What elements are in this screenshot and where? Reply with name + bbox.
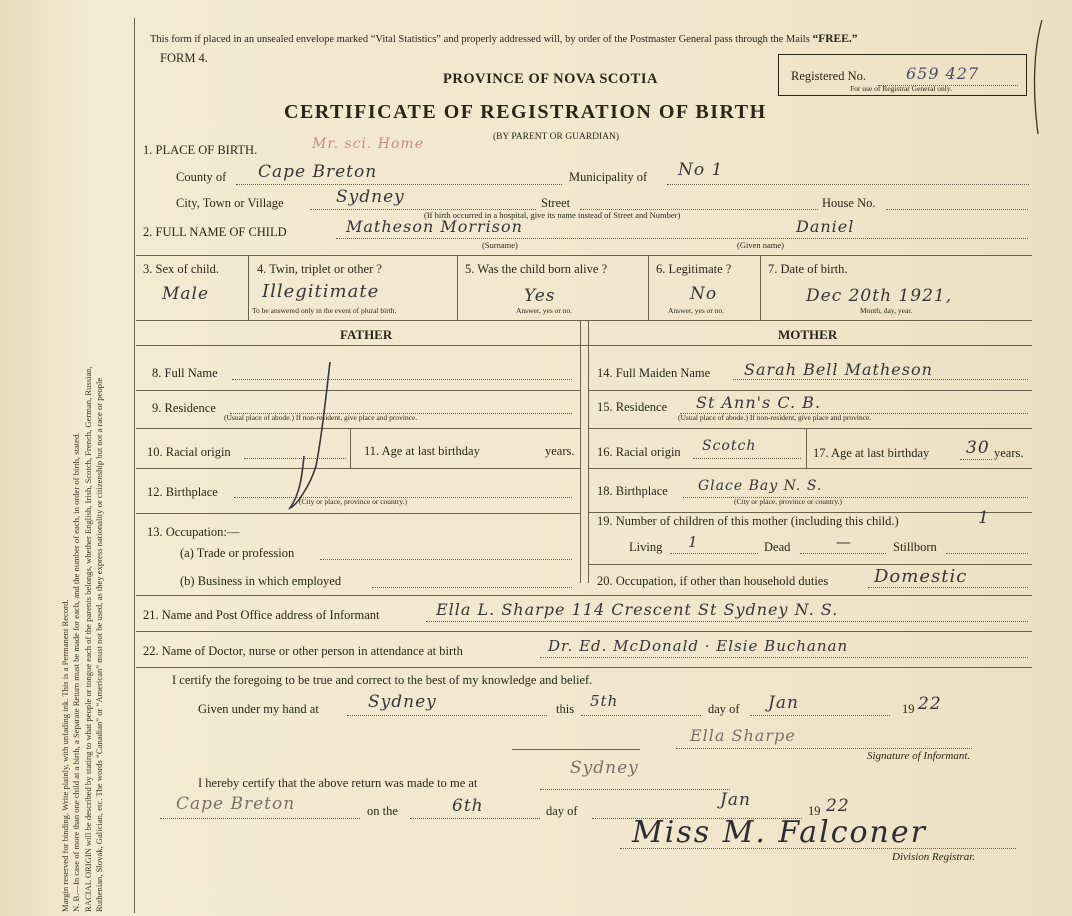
certify-statement: I certify the foregoing to be true and correct to the best of my knowledge and belief. (172, 673, 593, 687)
registrar-on-the-label: on the (367, 804, 398, 818)
registrar-place-value: Sydney (570, 758, 639, 778)
dead-label: Dead (764, 540, 791, 554)
hospital-note: (If birth occurred in a hospital, give its name instead of Street and Number) (424, 210, 681, 220)
mother-residence-value: St Ann's C. B. (696, 393, 822, 412)
street-label: Street (541, 196, 571, 210)
margin-note-line: N. B.—In case of more than one child at a birth, a Separate Return must be made for each, and the number of each, in order of birth, stated. (71, 432, 82, 912)
mother-residence-note: (Usual place of abode.) If non-resident, give place and province. (678, 413, 872, 422)
father-occupation-label: 13. Occupation:— (147, 525, 240, 539)
given-day-of-label: day of (708, 702, 740, 716)
alive-note: Answer, yes or no. (516, 306, 573, 315)
father-birthplace-note: (City or place, province or country.) (299, 497, 408, 506)
mother-birthplace-label: 18. Birthplace (597, 484, 668, 498)
registrar-signature: Miss M. Falconer (632, 815, 927, 850)
birth-date-label: 7. Date of birth. (768, 262, 848, 276)
house-label: House No. (822, 196, 876, 210)
mother-age-label: 17. Age at last birthday (813, 446, 930, 460)
registrar-caption: Division Registrar. (892, 851, 976, 863)
county-value: Cape Breton (258, 162, 378, 182)
envelope-notice: This form if placed in an unsealed envelope marked “Vital Statistics” and properly addressed will, by order of the Postmaster General pass through the Mails “FREE.” (150, 33, 858, 45)
mother-children-value: 1 (978, 508, 990, 528)
page-edge-curl (1024, 18, 1050, 138)
city-value: Sydney (336, 187, 405, 207)
twin-value: Illegitimate (262, 281, 380, 302)
twin-label: 4. Twin, triplet or other ? (257, 262, 382, 276)
sex-value: Male (162, 284, 210, 304)
free-label: “FREE.” (812, 33, 858, 45)
informant-label: 21. Name and Post Office address of Informant (143, 608, 380, 622)
given-day-value: 5th (590, 692, 619, 710)
mother-heading: MOTHER (778, 327, 838, 342)
father-trade-label: (a) Trade or profession (180, 546, 295, 560)
child-surname: Matheson Morrison (346, 217, 523, 236)
municipality-label: Municipality of (569, 170, 648, 184)
birth-date-note: Month, day, year. (860, 306, 913, 315)
registrar-day-value: 6th (452, 796, 484, 816)
mother-age-value: 30 (966, 438, 990, 458)
birth-date-value: Dec 20th 1921, (806, 286, 953, 306)
mother-racial-value: Scotch (702, 438, 757, 454)
registrar-statement: I hereby certify that the above return was made to me at (198, 776, 478, 790)
father-birthplace-label: 12. Birthplace (147, 485, 218, 499)
mother-racial-label: 16. Racial origin (597, 445, 681, 459)
living-label: Living (629, 540, 663, 554)
legitimate-value: No (690, 284, 718, 304)
mother-birthplace-note: (City or place, province or country.) (734, 497, 843, 506)
legitimate-label: 6. Legitimate ? (656, 262, 732, 276)
legitimate-note: Answer, yes or no. (668, 306, 725, 315)
informant-value: Ella L. Sharpe 114 Crescent St Sydney N. S. (436, 600, 839, 619)
given-year-value: 22 (918, 694, 942, 714)
given-under-label: Given under my hand at (198, 702, 319, 716)
place-note: Mr. sci. Home (312, 136, 424, 152)
father-residence-note: (Usual place of abode.) If non-resident, give place and province. (224, 413, 418, 422)
margin-note-line: Ruthenian, Slovak, Galician, etc. The words “Canadian” or “American” must not be used, as they express nationality or citizenship but not a race or people (94, 377, 105, 912)
margin-notes (60, 7, 106, 912)
municipality-value: No 1 (678, 160, 724, 180)
mother-residence-label: 15. Residence (597, 400, 668, 414)
margin-rule (134, 18, 135, 913)
father-strike-mark (282, 356, 338, 516)
registrar-county-value: Cape Breton (176, 794, 296, 814)
page-title: CERTIFICATE OF REGISTRATION OF BIRTH (284, 101, 767, 123)
alive-value: Yes (524, 286, 556, 306)
registrar-day-of-label: day of (546, 804, 578, 818)
registrar-year-prefix: 19 (808, 804, 821, 818)
doctor-value: Dr. Ed. McDonald · Elsie Buchanan (548, 637, 849, 655)
mother-years: years. (994, 446, 1024, 460)
registrar-month-value: Jan (720, 790, 751, 810)
child-given-name: Daniel (796, 217, 855, 236)
page-subtitle: (BY PARENT OR GUARDIAN) (493, 132, 620, 142)
given-this-label: this (556, 702, 575, 716)
father-business-label: (b) Business in which employed (180, 574, 342, 588)
given-year-prefix: 19 (902, 702, 915, 716)
father-residence-label: 9. Residence (152, 401, 216, 415)
father-racial-label: 10. Racial origin (147, 445, 231, 459)
city-label: City, Town or Village (176, 196, 284, 210)
place-of-birth-label: 1. PLACE OF BIRTH. (143, 143, 258, 157)
father-heading: FATHER (340, 327, 393, 342)
given-month-value: Jan (768, 693, 799, 713)
county-label: County of (176, 170, 227, 184)
father-years: years. (545, 444, 575, 458)
alive-label: 5. Was the child born alive ? (465, 262, 608, 276)
doctor-label: 22. Name of Doctor, nurse or other person in attendance at birth (143, 644, 463, 658)
mother-name-value: Sarah Bell Matheson (744, 360, 933, 379)
mother-name-label: 14. Full Maiden Name (597, 366, 711, 380)
informant-signature: Ella Sharpe (690, 726, 796, 745)
child-name-label: 2. FULL NAME OF CHILD (143, 225, 287, 239)
father-name-label: 8. Full Name (152, 366, 218, 380)
mother-children-label: 19. Number of children of this mother (including this child.) (597, 514, 899, 528)
registrar-year-value: 22 (826, 796, 850, 816)
sex-label: 3. Sex of child. (143, 262, 220, 276)
stillborn-label: Stillborn (893, 540, 937, 554)
mother-occupation-value: Domestic (874, 566, 968, 587)
margin-note-line: Margin reserved for binding. Write plainly, with unfading ink. This is a Permanent Record. (60, 599, 70, 912)
province-heading: PROVINCE OF NOVA SCOTIA (443, 71, 658, 87)
registered-number: 659 427 (906, 64, 980, 83)
mother-occupation-label: 20. Occupation, if other than household duties (597, 574, 829, 588)
father-age-label: 11. Age at last birthday (364, 444, 480, 458)
form-number: FORM 4. (160, 51, 208, 65)
mother-birthplace-value: Glace Bay N. S. (698, 478, 823, 494)
surname-caption: (Surname) (482, 240, 518, 250)
registrar-use-note: For use of Registrar General only. (850, 84, 952, 93)
informant-signature-caption: Signature of Informant. (867, 750, 971, 762)
living-value: 1 (688, 533, 699, 551)
twin-note: To be answered only in the event of plural birth. (252, 306, 397, 315)
given-name-caption: (Given name) (737, 240, 784, 250)
margin-note-line: RACIAL ORIGIN will be described by stating to what people or tongue each of the parents belongs, whether English, Irish, Scotch, French, German, Russian, (82, 366, 93, 912)
given-place-value: Sydney (368, 692, 437, 712)
registered-label: Registered No. (791, 69, 866, 83)
dead-value: — (836, 533, 852, 551)
